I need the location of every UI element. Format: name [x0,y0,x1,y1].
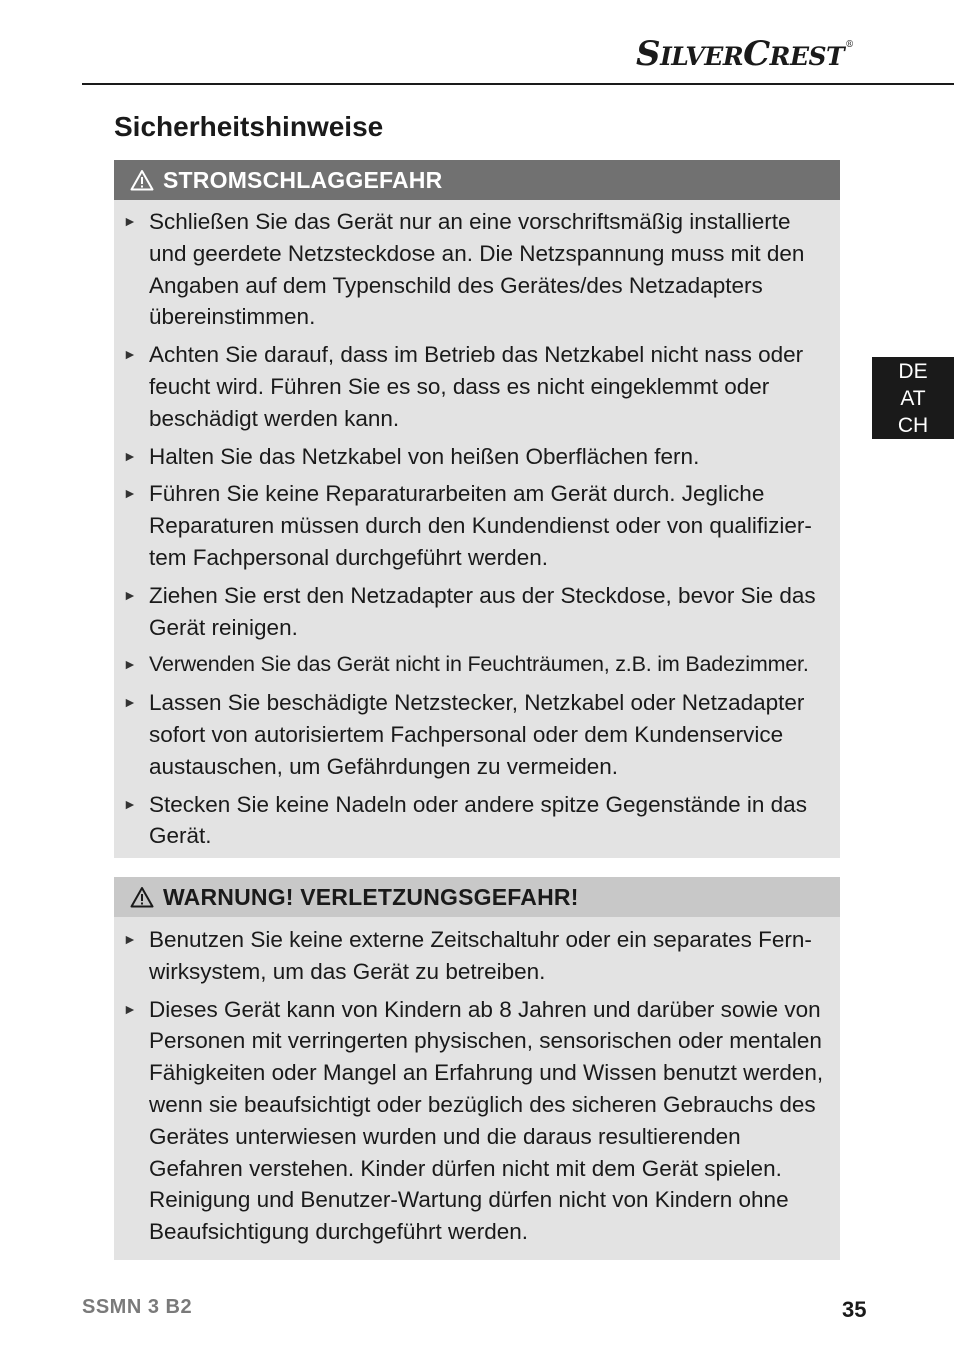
section-heading-text: WARNUNG! VERLETZUNGSGEFAHR! [163,883,579,910]
list-item [114,580,840,644]
bullet-arrow-icon: ► [123,586,137,603]
list-item-text: Lassen Sie beschädigte Netzstecker, Netzkabel oder Netzadapter sofort von autorisiertem Fachpersonal oder dem Kundenservice austauschen, um Gefährdungen zu vermeiden. [149,690,805,779]
list-item-text: Ziehen Sie erst den Netzadapter aus der Steckdose, bevor Sie das Gerät reinigen. [149,582,816,640]
injury-warning-box [114,877,840,1260]
list-item [114,687,840,782]
list-item-text: Achten Sie darauf, dass im Betrieb das Netzkabel nicht nass oder feucht wird. Führen Sie es so, dass es nicht eingeklemmt oder beschädigt werden kann. [149,342,804,431]
bullet-arrow-icon: ► [123,931,137,947]
language-code: DE [898,360,928,383]
bullet-arrow-icon: ► [123,656,137,673]
bullet-arrow-icon: ► [123,346,137,363]
bullet-arrow-icon: ► [123,795,137,812]
list-item [114,478,840,573]
list-item [114,924,840,988]
list-item [114,649,840,681]
bullet-arrow-icon: ► [123,694,137,711]
list-item-text: Schließen Sie das Gerät nur an eine vorschriftsmäßig installierte und geerdete Netzsteckdose an. Die Netzspannung muss mit den Angaben auf dem Typenschild des Gerätes/des Netzadapters übereinstimmen. [149,209,805,330]
footer-model-number: SSMN 3 B2 [82,1296,193,1318]
list-item [114,994,840,1248]
bullet-arrow-icon: ► [123,485,137,502]
list-item-text: Stecken Sie keine Nadeln oder andere spitze Gegenstände in das Gerät. [149,791,807,849]
page-number: 35 [842,1297,867,1322]
electric-shock-warning-box [114,160,840,858]
list-item [114,206,840,333]
list-item-text: Führen Sie keine Reparaturarbeiten am Gerät durch. Jegliche Reparaturen müssen durch den Kundendienst oder von qualifizier-tem Fachpersonal durchgeführt werden. [149,481,812,570]
silvercrest-logo: SILVERCREST® [636,34,854,74]
list-item [114,789,840,853]
section-heading [114,160,840,200]
section-heading-text: STROMSCHLAGGEFAHR [163,166,443,193]
list-item-text: Dieses Gerät kann von Kindern ab 8 Jahren und darüber sowie von Personen mit verringerten physischen, sensorischen oder mentalen Fähigkeiten oder Mangel an Erfahrung und Wissen benutzt werden, wenn sie beaufsichtigt oder bezüglich des sicheren Gebrauchs des Gerätes unterwiesen wurden und die daraus resultierenden Gefahren verstehen. Kinder dürfen nicht mit dem Gerät spielen. Reinigung und Benutzer-Wartung dürfen nicht von Kindern ohne Beaufsichtigung durchgeführt werden. [149,996,824,1245]
bullet-arrow-icon: ► [123,1000,137,1017]
list-item [114,339,840,434]
warning-triangle-icon [130,886,154,908]
bullet-arrow-icon: ► [123,447,137,464]
list-item-text: Benutzen Sie keine externe Zeitschaltuhr oder ein separates Fern-wirksystem, um das Gerät zu betreiben. [149,927,812,984]
language-code: CH [897,414,929,437]
language-code: AT [900,387,926,410]
safety-list [114,206,840,852]
bullet-arrow-icon: ► [123,213,137,229]
safety-list [114,924,840,1248]
page-title: Sicherheitshinweise [114,111,384,142]
language-tab [872,357,954,439]
list-item [114,441,840,473]
list-item-text: Verwenden Sie das Gerät nicht in Feuchträumen, z.B. im Badezimmer. [149,652,809,677]
section-heading [114,877,840,917]
header-rule [82,83,954,85]
list-item-text: Halten Sie das Netzkabel von heißen Oberflächen fern. [149,443,700,469]
warning-triangle-icon [130,169,154,191]
